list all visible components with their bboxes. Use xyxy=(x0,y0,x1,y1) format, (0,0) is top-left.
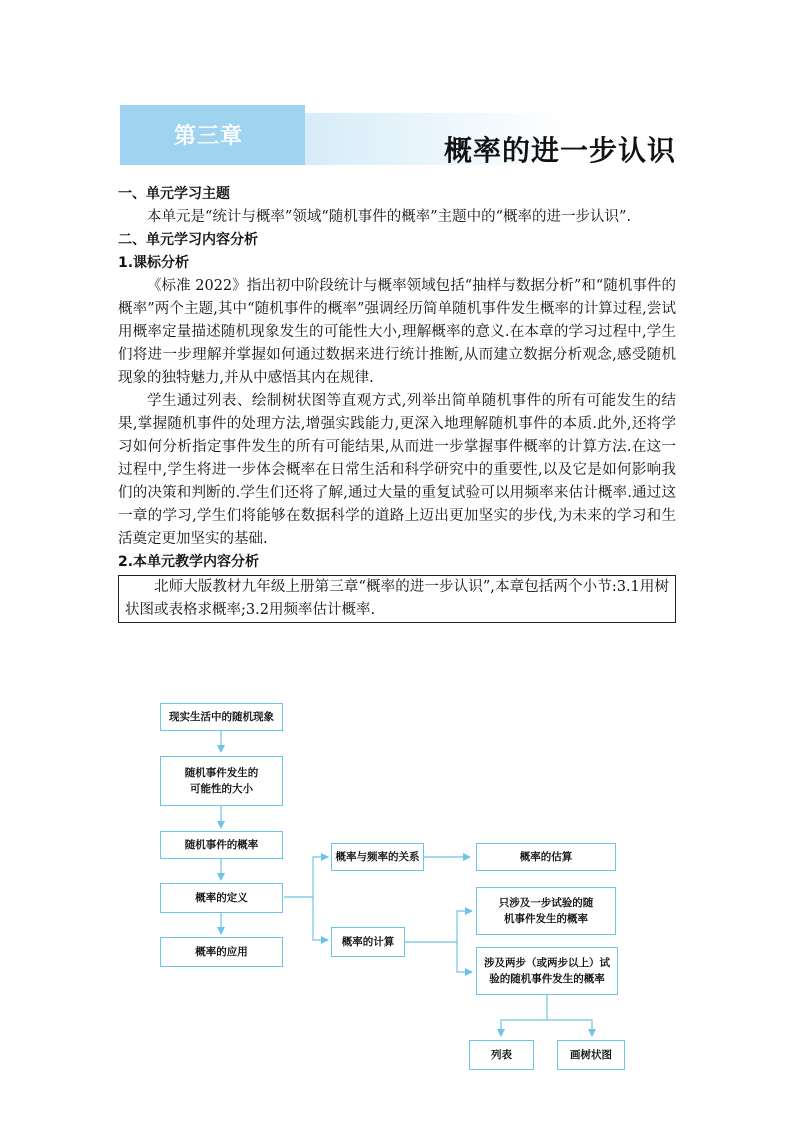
connector xyxy=(405,911,472,942)
flow-node-label: 可能性的大小 xyxy=(190,783,253,795)
flow-node-label: 概率的估算 xyxy=(519,851,573,863)
flow-node xyxy=(476,947,618,995)
flow-node xyxy=(160,703,283,731)
flow-node-label: 概率的定义 xyxy=(195,892,248,904)
boxed-paragraph: 北师大版教材九年级上册第三章“概率的进一步认识”,本章包括两个小节:3.1用树状图或表格求概率;3.2用频率估计概率. xyxy=(125,579,669,618)
connector xyxy=(284,857,328,897)
flow-node-label: 随机事件发生的 xyxy=(184,767,259,779)
paragraph: 《标准 2022》指出初中阶段统计与概率领域包括“抽样与数据分析”和“随机事件的概率”两个主题,其中“随机事件的概率”强调经历简单随机事件发生概率的计算过程,尝试用概率定量描述随机现象发生的可能性大小,理解概率的意义.在本章的学习过程中,学生们将进一步理解并掌握如何通过数据来进行统计推断,从而建立数据分析观念,感受随机现象的独特魅力,并从中感悟其内在规律. xyxy=(118,278,676,386)
flow-node-label: 概率与频率的关系 xyxy=(335,851,420,863)
flow-node-label: 涉及两步（或两步以上）试 xyxy=(484,957,610,969)
connector xyxy=(547,1020,592,1036)
flow-node xyxy=(331,843,424,871)
section-heading: 一、单元学习主题 xyxy=(118,186,230,202)
flow-node xyxy=(476,843,616,871)
flow-node xyxy=(331,927,405,957)
flow-node-label: 现实生活中的随机现象 xyxy=(169,711,274,723)
flow-node-label: 随机事件的概率 xyxy=(184,839,259,851)
flow-node xyxy=(557,1040,625,1070)
flow-node xyxy=(160,756,283,806)
flow-node xyxy=(469,1040,534,1070)
connector xyxy=(313,897,328,940)
flow-node-label: 画树状图 xyxy=(570,1049,612,1061)
flow-node-label: 验的随机事件发生的概率 xyxy=(489,973,605,985)
connector xyxy=(457,942,472,972)
flow-node-label: 只涉及一步试验的随 xyxy=(498,897,594,909)
flow-node xyxy=(476,887,616,935)
flow-node xyxy=(160,937,283,967)
flow-node-label: 概率的应用 xyxy=(195,946,248,958)
flow-node xyxy=(160,831,283,859)
subsection-heading: 2.本单元教学内容分析 xyxy=(118,554,260,570)
section-heading: 二、单元学习内容分析 xyxy=(118,232,258,248)
paragraph: 学生通过列表、绘制树状图等直观方式,列举出简单随机事件的所有可能发生的结果,掌握随机事件的处理方法,增强实践能力,更深入地理解随机事件的本质.此外,还将学习如何分析指定事件发生的所有可能结果,从而进一步掌握事件概率的计算方法.在这一过程中,学生将进一步体会概率在日常生活和科学研究中的重要性,以及它是如何影响我们的决策和判断的.学生们还将了解,通过大量的重复试验可以用频率来估计概率.通过这一章的学习,学生们将能够在数据科学的道路上迈出更加坚实的步伐,为未来的学习和生活奠定更加坚实的基础. xyxy=(118,393,676,547)
chapter-title: 概率的进一步认识 xyxy=(443,134,676,167)
connector xyxy=(501,995,547,1036)
paragraph: 本单元是“统计与概率”领域“随机事件的概率”主题中的“概率的进一步认识”. xyxy=(147,209,632,225)
flow-node xyxy=(160,883,283,913)
subsection-heading: 1.课标分析 xyxy=(118,255,190,271)
flow-node-label: 机事件发生的概率 xyxy=(504,913,588,925)
flow-node-label: 列表 xyxy=(491,1049,512,1061)
flow-node-label: 概率的计算 xyxy=(341,936,395,948)
chapter-number: 第三章 xyxy=(174,124,244,149)
